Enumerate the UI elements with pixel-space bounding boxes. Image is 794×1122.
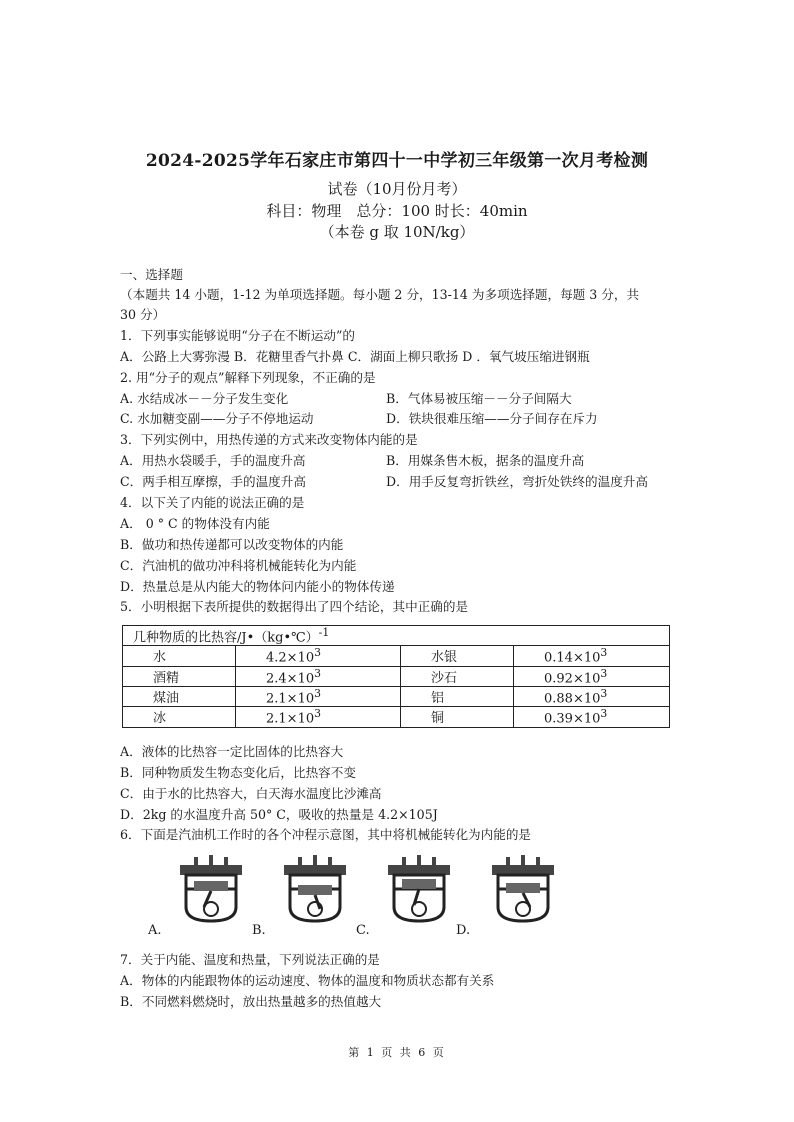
question-2-stem: 2. 用“分子的观点”解释下列现象，不正确的是 bbox=[120, 370, 376, 385]
engine-diagram-b bbox=[280, 855, 350, 925]
table-cell: 冰 bbox=[123, 707, 236, 727]
question-5-option-b: B．同种物质发生物态变化后，比热容不变 bbox=[120, 765, 356, 780]
table-cell: 酒精 bbox=[123, 666, 236, 686]
exam-title: 2024-2025学年石家庄市第四十一中学初三年级第一次月考检测 bbox=[145, 151, 649, 171]
table-cell bbox=[514, 686, 670, 706]
engine-diagram-c bbox=[384, 855, 454, 925]
question-4-option-c: C．汽油机的做功冲科将机械能转化为内能 bbox=[120, 558, 357, 573]
question-1-stem: 1．下列事实能够说明“分子在不断运动”的 bbox=[120, 328, 355, 343]
table-header-sup: -1 bbox=[318, 626, 330, 639]
exam-info: 科目：物理 总分：100 时长：40min bbox=[266, 202, 528, 220]
page-footer: 第 1 页 共 6 页 bbox=[348, 1046, 446, 1059]
table-cell bbox=[236, 646, 401, 666]
table-cell: 煤油 bbox=[123, 686, 236, 706]
table-exponent: 3 bbox=[314, 707, 321, 721]
table-row bbox=[123, 707, 670, 727]
table-cell: 水银 bbox=[401, 646, 514, 666]
table-exponent: 3 bbox=[314, 686, 321, 700]
engine-label-d: D. bbox=[456, 923, 471, 938]
table-exponent: 3 bbox=[600, 686, 608, 700]
engine-stroke-diagrams bbox=[140, 855, 560, 945]
exam-note: （本卷 g 取 10N/kg） bbox=[319, 223, 475, 241]
table-value: 0.14×10 bbox=[544, 650, 601, 666]
engine-diagram-a bbox=[176, 855, 246, 925]
question-2-option-c: C. 水加糖变副——分子不停地运动 bbox=[120, 411, 314, 426]
table-cell: 铜 bbox=[401, 707, 514, 727]
table-header-text: 几种物质的比热容/J•（kg•℃） bbox=[133, 630, 319, 646]
table-value: 0.88×10 bbox=[544, 691, 601, 707]
question-3-option-d: D．用手反复弯折铁丝，弯折处铁终的温度升高 bbox=[386, 474, 648, 489]
exam-subtitle: 试卷（10月份月考） bbox=[327, 180, 467, 198]
table-cell bbox=[236, 707, 401, 727]
table-exponent: 3 bbox=[600, 666, 608, 680]
table-value: 2.4×10 bbox=[266, 670, 315, 686]
table-value: 0.92×10 bbox=[544, 670, 601, 686]
question-2-option-a: A. 水结成冰－－分子发生变化 bbox=[120, 391, 289, 406]
table-cell: 沙石 bbox=[401, 666, 514, 686]
question-5-stem: 5．小明根据下表所提供的数据得出了四个结论，其中正确的是 bbox=[120, 599, 469, 614]
table-exponent: 3 bbox=[600, 646, 608, 660]
question-2-option-d: D．铁块很难压缩——分子间存在斥力 bbox=[386, 411, 598, 426]
table-cell bbox=[514, 707, 670, 727]
engine-diagram-d bbox=[488, 855, 558, 925]
question-7-stem: 7．关于内能、温度和热量，下列说法正确的是 bbox=[120, 952, 380, 967]
question-7-option-a: A．物体的内能跟物体的运动速度、物体的温度和物质状态都有关系 bbox=[120, 973, 495, 988]
question-4-option-a: A． 0 ° C 的物体没有内能 bbox=[120, 516, 270, 531]
question-5-option-a: A．液体的比热容一定比固体的比热容大 bbox=[120, 744, 344, 759]
table-row bbox=[123, 666, 670, 686]
question-3-option-a: A．用热水袋暖手，手的温度升高 bbox=[120, 453, 306, 468]
table-value: 0.39×10 bbox=[544, 711, 601, 727]
question-3-option-c: C．两手相互摩擦，手的温度升高 bbox=[120, 474, 306, 489]
section-instruction-cont: 30 分） bbox=[120, 307, 166, 322]
table-cell: 水 bbox=[123, 646, 236, 666]
table-cell bbox=[514, 666, 670, 686]
engine-label-a: A. bbox=[148, 923, 162, 938]
table-cell bbox=[514, 646, 670, 666]
table-header bbox=[123, 626, 670, 646]
table-value: 2.1×10 bbox=[266, 711, 315, 727]
table-cell bbox=[236, 666, 401, 686]
question-3-option-b: B．用媒条售木板，据条的温度升高 bbox=[386, 453, 585, 468]
question-6-stem: 6．下面是汽油机工作时的各个冲程示意图，其中将机械能转化为内能的是 bbox=[120, 827, 532, 842]
question-2-option-b: B．气体易被压缩－－分子间隔大 bbox=[386, 391, 572, 406]
table-exponent: 3 bbox=[600, 707, 608, 721]
question-3-stem: 3．下列实例中，用热传递的方式来改变物体内能的是 bbox=[120, 432, 418, 447]
section-heading: 一、选择题 bbox=[120, 267, 183, 282]
question-4-option-d: D．热量总是从内能大的物体问内能小的物体传递 bbox=[120, 579, 395, 594]
table-exponent: 3 bbox=[314, 666, 321, 680]
table-value: 4.2×10 bbox=[266, 650, 315, 666]
table-value: 2.1×10 bbox=[266, 691, 315, 707]
table-cell bbox=[236, 686, 401, 706]
question-5-option-d: D．2kg 的水温度升高 50° C，吸收的热量是 4.2×105J bbox=[120, 807, 438, 822]
question-4-option-b: B．做功和热传递都可以改变物体的内能 bbox=[120, 537, 344, 552]
table-row bbox=[123, 686, 670, 706]
engine-label-b: B. bbox=[252, 923, 266, 938]
section-instruction: （本题共 14 小题，1-12 为单项选择题。每小题 2 分，13-14 为多项选择题，每题 3 分，共 bbox=[120, 287, 640, 302]
table-cell: 铝 bbox=[401, 686, 514, 706]
question-7-option-b: B．不同燃料燃烧时，放出热量越多的热值越大 bbox=[120, 994, 382, 1009]
specific-heat-table bbox=[122, 625, 670, 728]
question-5-option-c: C．由于水的比热容大，白天海水温度比沙滩高 bbox=[120, 786, 382, 801]
table-header-row bbox=[123, 626, 670, 646]
question-1-options: A．公路上大雾弥漫 B．花糖里香气扑鼻 C．湖面上柳只歌扬 D ．氧气坡压缩进钢瓶 bbox=[120, 349, 590, 364]
question-4-stem: 4．以下关了内能的说法正确的是 bbox=[120, 495, 305, 510]
table-row bbox=[123, 646, 670, 666]
table-exponent: 3 bbox=[314, 646, 321, 660]
engine-label-c: C. bbox=[356, 923, 370, 938]
